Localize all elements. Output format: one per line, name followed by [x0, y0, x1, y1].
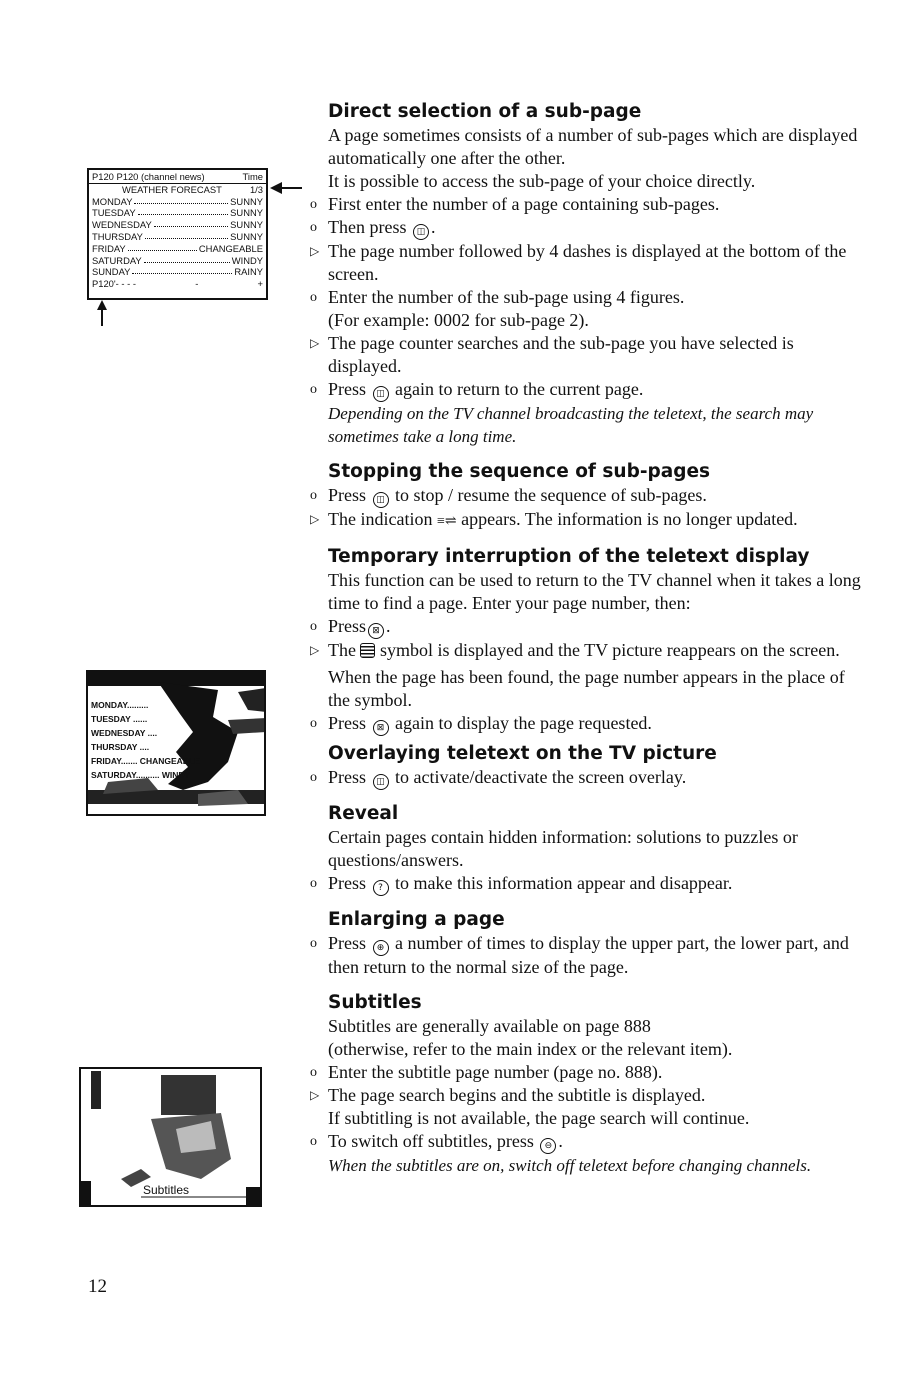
subtitles-paragraph-2: (otherwise, refer to the main index or the relevant item). — [328, 1039, 733, 1059]
teletext-forecast: SUNNY — [230, 219, 263, 231]
teletext-header-right: Time — [242, 171, 263, 182]
enlarge-key-icon: ⊕ — [373, 940, 389, 956]
temporary-paragraph-1: This function can be used to return to the TV channel when it takes a long time to find a page. Enter your page number, then: — [328, 570, 861, 613]
teletext-footer-left: P120'- - - - — [92, 278, 136, 290]
teletext-row — [92, 196, 263, 208]
list-text: Press — [328, 933, 367, 953]
list-text: appears. The information is no longer updated. — [461, 509, 798, 529]
teletext-forecast: CHANGEABLE — [198, 242, 263, 254]
svg-text:FRIDAY....... CHANGEABLE: FRIDAY....... CHANGEABLE — [91, 756, 200, 766]
list-text: a number of times to display the upper part, the lower part, and then return to the normal size of the page. — [328, 933, 849, 977]
list-item: o Press ◫ to activate/deactivate the screen overlay. — [310, 766, 870, 790]
svg-text:SATURDAY.......... WINDY: SATURDAY.......... WINDY — [91, 770, 191, 780]
list-item: o Enter the number of the sub-page using 4 figures. — [310, 287, 685, 307]
teletext-symbol-icon — [360, 643, 375, 658]
teletext-forecast: SUNNY — [230, 230, 263, 242]
overlay-illustration — [86, 670, 266, 816]
subtitles-note: When the subtitles are on, switch off teletext before changing channels. — [328, 1156, 812, 1175]
teletext-day: TUESDAY — [92, 207, 136, 219]
list-item: o Press ◫ to stop / resume the sequence of sub-pages. — [310, 484, 870, 508]
instructions-column — [310, 100, 870, 1177]
list-item: o Then press ◫ . — [310, 216, 870, 240]
list-text: . — [430, 217, 436, 237]
reveal-key-icon: ? — [373, 880, 389, 896]
teletext-row — [92, 219, 263, 231]
subtitle-off-key-icon: ⊖ — [540, 1138, 556, 1154]
svg-text:THURSDAY ....: THURSDAY .... — [91, 742, 150, 752]
teletext-subpage-counter: 1/3 — [249, 183, 263, 195]
list-item: o Press ⊠ . — [310, 615, 870, 639]
teletext-footer-mid: - — [195, 278, 199, 290]
teletext-forecast: SUNNY — [230, 195, 263, 207]
subpage-key-icon: ◫ — [373, 386, 389, 402]
teletext-day: SUNDAY — [92, 266, 131, 278]
subtitles-caption: Subtitles — [143, 1183, 190, 1197]
teletext-row — [92, 243, 263, 255]
section-title-reveal: Reveal — [328, 803, 399, 824]
section-title-stopping: Stopping the sequence of sub-pages — [328, 461, 711, 482]
teletext-day: THURSDAY — [92, 230, 143, 242]
teletext-day: MONDAY — [92, 195, 133, 207]
section-title-overlay: Overlaying teletext on the TV picture — [328, 743, 717, 764]
list-item: o Press ⊕ a number of times to display the upper part, the lower part, and then return to the normal size of the page. — [310, 933, 849, 977]
teletext-row — [92, 207, 263, 219]
list-item: o Press ? to make this information appear and disappear. — [310, 872, 870, 896]
list-text: First enter the number of a page containing sub-pages. — [328, 194, 720, 214]
direct-example: (For example: 0002 for sub-page 2). — [328, 310, 589, 330]
svg-text:MONDAY.........: MONDAY......... — [91, 700, 149, 710]
direct-paragraph-1: A page sometimes consists of a number of sub-pages which are displayed automatically one after the other. — [328, 125, 858, 168]
teletext-forecast: WINDY — [231, 254, 263, 266]
arrow-up-icon — [94, 300, 110, 326]
arrow-left-icon — [270, 181, 302, 195]
cancel-key-icon: ⊠ — [373, 720, 389, 736]
list-text: The page number followed by 4 dashes is displayed at the bottom of the screen. — [328, 241, 847, 284]
teletext-day: SATURDAY — [92, 254, 142, 266]
mix-key-icon: ◫ — [373, 774, 389, 790]
teletext-subtitle: WEATHER FORECAST — [122, 183, 222, 195]
list-item: o First enter the number of a page containing sub-pages. — [310, 194, 720, 214]
page-number: 12 — [88, 1276, 107, 1297]
hold-key-icon: ◫ — [373, 492, 389, 508]
subtitles-paragraph-3: If subtitling is not available, the page search will continue. — [328, 1108, 750, 1128]
svg-text:TUESDAY ......: TUESDAY ...... — [91, 714, 148, 724]
list-text: Press — [328, 616, 367, 636]
list-text: to activate/deactivate the screen overlay. — [395, 767, 687, 787]
list-text: again to display the page requested. — [395, 713, 652, 733]
temporary-paragraph-2: When the page has been found, the page number appears in the place of the symbol. — [328, 667, 845, 710]
list-text: Press — [328, 873, 367, 893]
teletext-header-left: P120 P120 (channel news) — [92, 171, 205, 182]
list-text: The page counter searches and the sub-page you have selected is displayed. — [328, 333, 794, 376]
list-text: The indication — [328, 509, 433, 529]
list-text: Then press — [328, 217, 407, 237]
list-text: The — [328, 640, 356, 660]
section-title-subtitles: Subtitles — [328, 992, 422, 1013]
teletext-forecast: RAINY — [234, 266, 263, 278]
subpage-key-icon: ◫ — [413, 224, 429, 240]
list-item: ▷ The page number followed by 4 dashes is displayed at the bottom of the screen. — [310, 241, 847, 284]
list-text: The page search begins and the subtitle is displayed. — [328, 1085, 706, 1105]
teletext-row — [92, 266, 263, 278]
direct-note: Depending on the TV channel broadcasting the teletext, the search may sometimes take a long time. — [328, 404, 814, 446]
list-text: Press — [328, 379, 367, 399]
list-text: to make this information appear and disappear. — [395, 873, 733, 893]
teletext-forecast: SUNNY — [230, 207, 263, 219]
list-item: ▷ The symbol is displayed and the TV picture reappears on the screen. — [310, 640, 840, 660]
list-text: Press — [328, 713, 367, 733]
teletext-header — [89, 171, 266, 184]
list-item: o Press ⊠ again to display the page requested. — [310, 712, 870, 736]
subtitles-paragraph-1: Subtitles are generally available on page 888 — [328, 1016, 651, 1036]
list-text: again to return to the current page. — [395, 379, 644, 399]
subtitles-illustration — [79, 1067, 262, 1207]
teletext-footer — [92, 278, 263, 290]
list-item: ▷ The page search begins and the subtitle is displayed. — [310, 1085, 706, 1105]
list-item: ▷ The page counter searches and the sub-page you have selected is displayed. — [310, 333, 794, 376]
list-text: Enter the number of the sub-page using 4 figures. — [328, 287, 685, 307]
list-text: Enter the subtitle page number (page no. 888). — [328, 1062, 663, 1082]
list-text: Press — [328, 767, 367, 787]
list-text: . — [386, 616, 391, 636]
svg-text:WEDNESDAY ....: WEDNESDAY .... — [91, 728, 158, 738]
teletext-row — [92, 255, 263, 267]
list-item: o Enter the subtitle page number (page no. 888). — [310, 1062, 663, 1082]
list-text: to stop / resume the sequence of sub-pages. — [395, 485, 707, 505]
overlay-picture — [88, 672, 266, 816]
hold-indicator-icon: ≡⇌ — [436, 514, 457, 529]
cancel-key-icon: ⊠ — [368, 623, 384, 639]
teletext-page-illustration — [87, 168, 268, 300]
teletext-day: FRIDAY — [92, 242, 126, 254]
direct-paragraph-2: It is possible to access the sub-page of your choice directly. — [328, 171, 756, 191]
list-text: symbol is displayed and the TV picture reappears on the screen. — [379, 640, 840, 660]
teletext-row — [92, 231, 263, 243]
section-title-temporary: Temporary interruption of the teletext display — [328, 546, 810, 567]
section-title-enlarging: Enlarging a page — [328, 909, 505, 930]
teletext-subtitle-row — [92, 184, 263, 196]
reveal-paragraph: Certain pages contain hidden information: solutions to puzzles or questions/answers. — [328, 827, 798, 870]
teletext-footer-right: + — [257, 278, 263, 290]
list-item: o Press ◫ again to return to the current page. — [310, 378, 870, 402]
section-title-direct: Direct selection of a sub-page — [328, 101, 642, 122]
list-text: Press — [328, 485, 367, 505]
teletext-day: WEDNESDAY — [92, 219, 152, 231]
list-item: o To switch off subtitles, press ⊖ . — [310, 1130, 870, 1154]
list-text: To switch off subtitles, press — [328, 1131, 534, 1151]
list-text: . — [558, 1131, 563, 1151]
list-item: ▷ The indication ≡⇌ appears. The information is no longer updated. — [310, 509, 798, 529]
